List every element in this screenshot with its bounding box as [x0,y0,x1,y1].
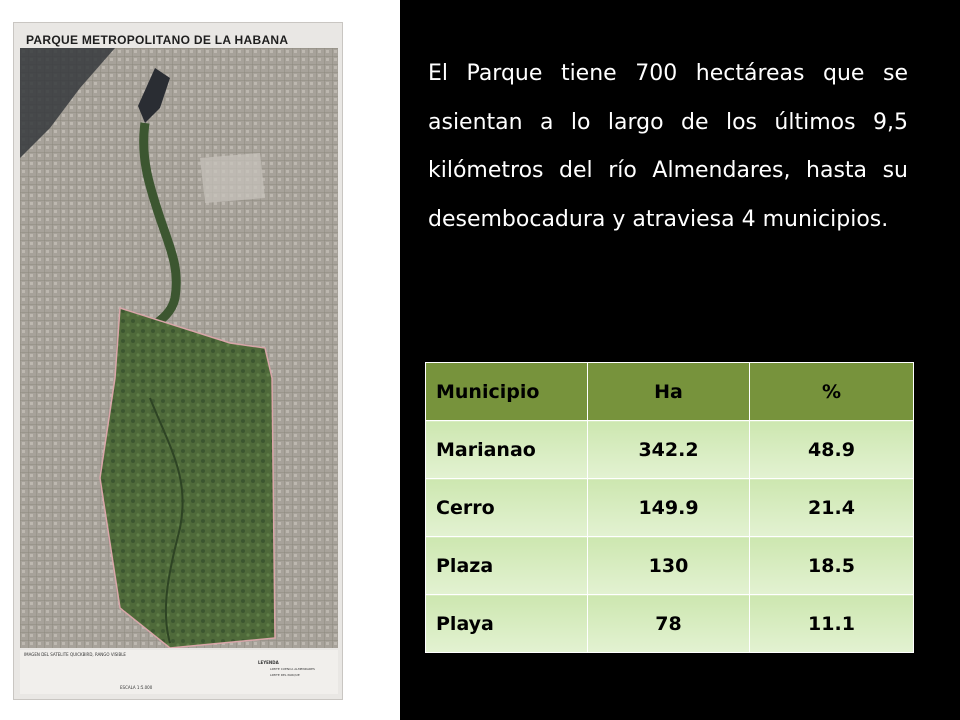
cell-municipio: Marianao [426,421,588,479]
map-title: PARQUE METROPOLITANO DE LA HABANA [26,33,289,47]
urban-block [200,153,265,203]
cell-ha: 342.2 [588,421,750,479]
map-scale: ESCALA 1:5.000 [120,685,153,690]
municipality-table [425,362,914,653]
cell-municipio: Playa [426,595,588,653]
header-municipio: Municipio [426,363,588,421]
table-header-row [426,363,914,421]
description-paragraph: El Parque tiene 700 hectáreas que se asientan a lo largo de los últimos 9,5 kilómetros del río Almendares, hasta su desembocadura y atraviesa 4 municipios. [428,61,908,232]
map-info-text: IMAGEN DEL SATELITE QUICKBIRD, RANGO VISIBLE [24,652,126,657]
cell-percent: 21.4 [750,479,914,537]
table-row [426,479,914,537]
legend-item-basin: LIMITE CUENCA ALMENDARES [270,667,315,671]
cell-percent: 11.1 [750,595,914,653]
cell-percent: 48.9 [750,421,914,479]
table-row [426,595,914,653]
park-area [100,308,275,648]
cell-municipio: Cerro [426,479,588,537]
table-row [426,537,914,595]
cell-ha: 130 [588,537,750,595]
legend-item-park: LIMITE DEL PARQUE [270,673,300,677]
cell-ha: 78 [588,595,750,653]
table-row [426,421,914,479]
satellite-map-image [20,48,338,648]
map-legend [20,650,338,694]
legend-title: LEYENDA [258,660,279,665]
header-percent: % [750,363,914,421]
cell-percent: 18.5 [750,537,914,595]
cell-ha: 149.9 [588,479,750,537]
header-ha: Ha [588,363,750,421]
cell-municipio: Plaza [426,537,588,595]
